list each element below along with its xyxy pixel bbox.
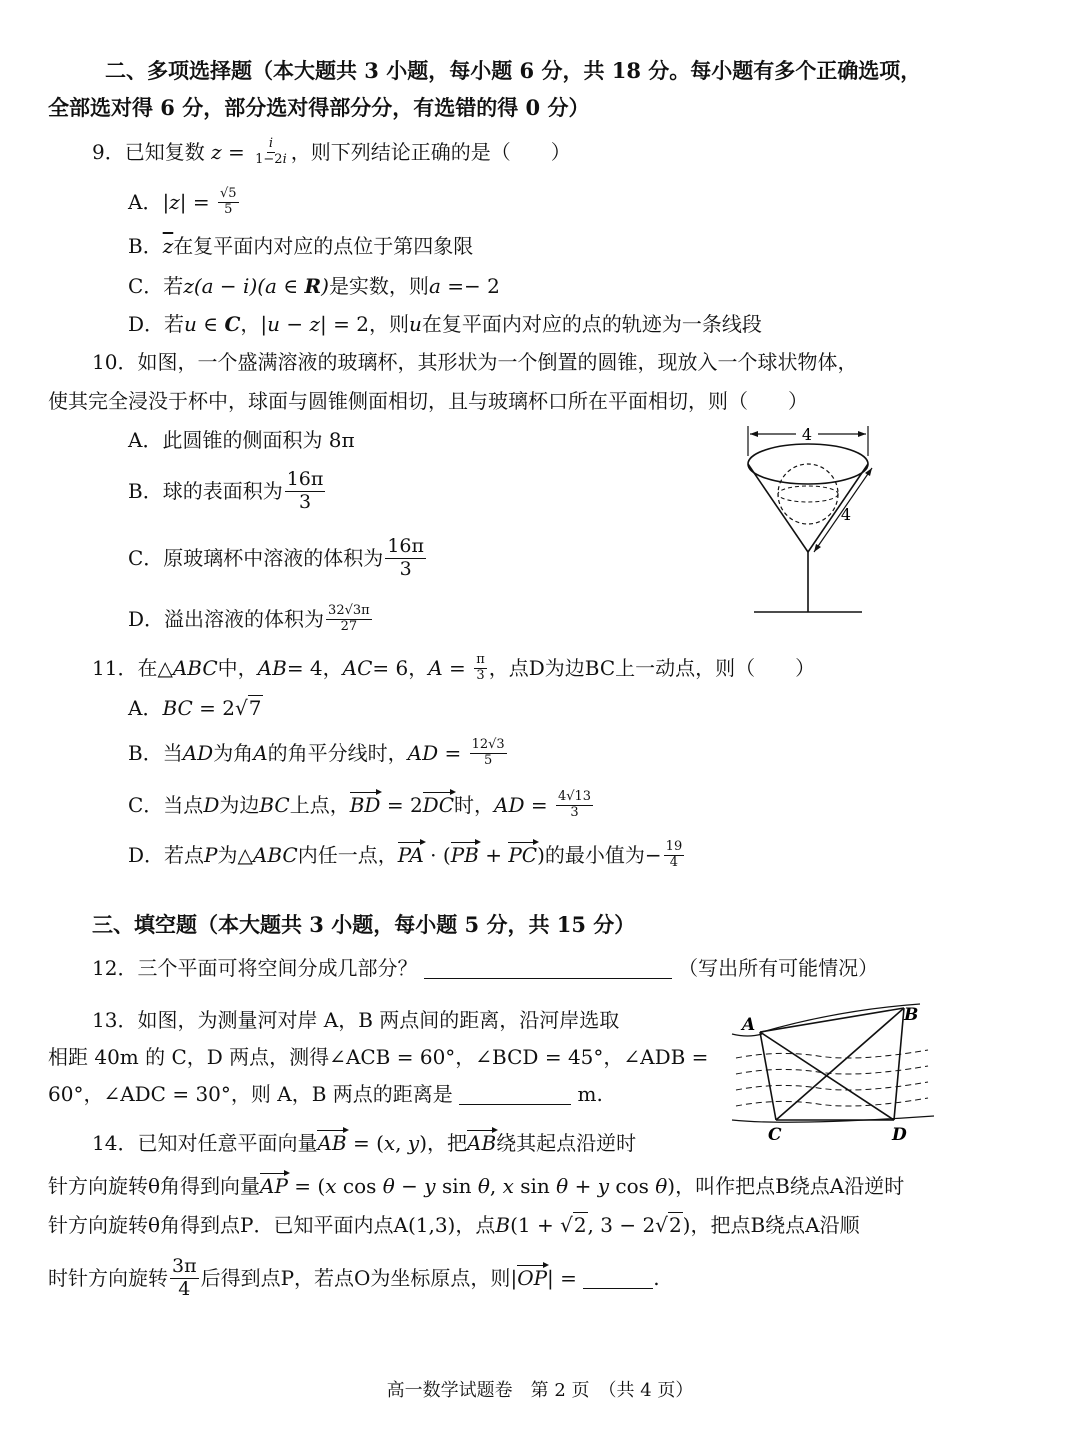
- q13-line3: 60°，∠ADC = 30°，则 A，B 两点的距离是: [48, 1082, 453, 1106]
- q9-option-d-label: D．若: [128, 312, 185, 336]
- q13-unit: m.: [577, 1082, 603, 1106]
- q11-stem-prefix: 11．在△: [92, 656, 173, 680]
- q12-answer-blank[interactable]: [424, 958, 672, 979]
- q13-fig-point-b: B: [904, 1005, 919, 1025]
- section3-header: 三、填空题（本大题共 3 小题，每小题 5 分，共 15 分）: [92, 912, 636, 937]
- q9-option-c-label: C．若: [128, 274, 184, 298]
- q14-line1: 14．已知对任意平面向量AB = (x, y)，把AB绕其起点沿逆时: [92, 1131, 637, 1155]
- q10-option-d-den: 27: [340, 618, 358, 634]
- q14-angle-fraction: [170, 1256, 199, 1301]
- q13-fig-point-a: A: [742, 1015, 756, 1035]
- q10-option-b-num: 16π: [286, 467, 324, 490]
- q12-stem: 12．三个平面可将空间分成几部分？: [92, 956, 418, 980]
- q13-line1: 13．如图，为测量河对岸 A，B 两点间的距离，沿河岸选取: [92, 1008, 620, 1032]
- q13-fig-point-d: D: [892, 1125, 907, 1145]
- q13-line2: 相距 40m 的 C，D 两点，测得∠ACB = 60°，∠BCD = 45°，∠ADB =: [48, 1045, 709, 1069]
- q10-option-a: A．此圆锥的侧面积为 8π: [128, 428, 355, 452]
- q14-line1-prefix: 14．已知对任意平面向量: [92, 1131, 318, 1155]
- sphere: [778, 464, 838, 524]
- q11-option-c-label: C．当点: [128, 793, 204, 817]
- q11-option-b-label: B．当: [128, 741, 183, 765]
- q11-option-b-den: 5: [484, 752, 493, 768]
- q9-option-b: B．$\overline{z}$在复平面内对应的点位于第四象限: [128, 234, 474, 258]
- q10-option-c-fraction: [385, 536, 426, 581]
- q10-stem-line1: 10．如图，一个盛满溶液的玻璃杯，其形状为一个倒置的圆锥，现放入一个球状物体，: [92, 350, 858, 374]
- q14-line4: 时针方向旋转 $\frac{3\pi}{4}$ 后得到点P，若点O为坐标原点，则 | OP | = .: [48, 1254, 660, 1300]
- q9-option-d: D．若u ∈ C，|u − z| = 2，则u在复平面内对应的点的轨迹为一条线段: [128, 312, 762, 336]
- q9-option-a: A． |z| = $\frac{√5}{5}$: [128, 185, 237, 217]
- q13-line3-wrap: [48, 1084, 603, 1105]
- q11-stem-suffix: ，点D为边BC上一动点，则（ ）: [488, 656, 816, 680]
- q14-line3-prefix: 针方向旋转θ角得到点P．已知平面内点A(1,3)，点: [48, 1213, 496, 1237]
- page-footer: 高一数学试题卷 第 2 页 （共 4 页）: [386, 1380, 694, 1401]
- q10-option-c-text: C．原玻璃杯中溶液的体积为: [128, 546, 384, 570]
- q14-angle-num: 3π: [172, 1254, 197, 1277]
- q11-option-c-mid2: 上点，: [289, 793, 350, 817]
- q11-stem-mid: 中，: [217, 656, 258, 680]
- q10-fig-side-label: 4: [840, 505, 852, 524]
- q10-option-b-fraction: [285, 469, 326, 514]
- q11-option-c-den: 3: [570, 804, 579, 820]
- q11-option-d-mid3: 的最小值为−: [544, 843, 662, 867]
- q9-option-b-label: B．: [128, 234, 163, 258]
- section2-header-line2: 全部选对得 6 分，部分选对得部分分，有选错的得 0 分）: [48, 95, 590, 120]
- q14-line4-mid: 后得到点P，若点O为坐标原点，则: [200, 1266, 511, 1290]
- q9-option-a-label: A．: [128, 190, 163, 214]
- q11-option-c-num: 4√13: [557, 788, 592, 804]
- q11-option-c-fraction: [556, 790, 593, 821]
- q10-option-d-text: D．溢出溶液的体积为: [128, 607, 325, 631]
- q9-option-c: C．若z(a − i)(a ∈ R)是实数，则a =− 2: [128, 274, 500, 298]
- q9-stem-prefix: 9．已知复数: [92, 140, 205, 164]
- q14-line1-suffix: 绕其起点沿逆时: [496, 1131, 637, 1155]
- q10-option-d: [128, 596, 374, 642]
- q14-angle-den: 4: [178, 1277, 191, 1300]
- q11-option-d-num: 19: [665, 838, 683, 854]
- q11-option-d: D．若点 P 为△ ABC 内任一点， PA · ( PB + PC ) 的最小值为− $\frac{19}{4}$: [128, 838, 683, 870]
- q10-option-b-den: 3: [298, 490, 312, 513]
- q14-answer-blank[interactable]: [583, 1268, 653, 1289]
- q14-line3: 针方向旋转θ角得到点P．已知平面内点A(1,3)，点B(1 + √2, 3 − 2√2)，把点B绕点A沿顺: [48, 1213, 860, 1237]
- q10-option-c-num: 16π: [387, 534, 424, 557]
- q11-angle-fraction: $\frac{\pi}{3}$: [476, 651, 485, 683]
- q11-option-a-label: A．: [128, 696, 163, 720]
- q10-cone-figure: [730, 418, 890, 623]
- q11-option-b-fraction: [470, 738, 507, 769]
- q11-option-d-den: 4: [669, 854, 679, 870]
- q14-line2: 针方向旋转θ角得到向量AP = (x cos θ − y sin θ, x sin θ + y cos θ)，叫作把点B绕点A沿逆时: [48, 1174, 905, 1198]
- q13-fig-point-c: C: [768, 1125, 782, 1145]
- q9-stem-suffix: ，则下列结论正确的是（ ）: [290, 140, 571, 164]
- q14-line1-mid: ，把: [427, 1131, 467, 1155]
- q11-option-b-num: 12√3: [471, 736, 505, 752]
- q14-line2-prefix: 针方向旋转θ角得到向量: [48, 1174, 261, 1198]
- q11-option-d-mid2: 内任一点，: [297, 843, 398, 867]
- q11-option-d-fraction: [664, 840, 685, 871]
- section2-header-line1: 二、多项选择题（本大题共 3 小题，每小题 6 分，共 18 分。每小题有多个正确选项，: [105, 58, 922, 83]
- q14-line4-prefix: 时针方向旋转: [48, 1266, 168, 1290]
- q9-z-fraction: $\frac{i}{1-2i}$: [255, 135, 287, 167]
- q10-option-c-den: 3: [399, 557, 412, 580]
- q10-option-b-text: B．球的表面积为: [128, 479, 283, 503]
- q11-option-b-mid2: 的角平分线时，: [267, 741, 408, 765]
- q9-option-a-fraction: $\frac{√5}{5}$: [219, 185, 237, 217]
- q11-option-d-mid: 为△: [217, 843, 253, 867]
- q13-answer-blank[interactable]: [459, 1084, 571, 1105]
- q11-option-b-mid: 为角: [213, 741, 254, 765]
- q12-note: （写出所有可能情况）: [678, 956, 879, 980]
- q9-option-c-mid: 是实数，则: [328, 274, 429, 298]
- q10-option-d-fraction: [326, 604, 372, 635]
- q9-option-d-text: 在复平面内对应的点的轨迹为一条线段: [421, 312, 762, 336]
- q14-line3-suffix: ，把点B绕点A沿顺: [690, 1213, 860, 1237]
- q11-option-a: A．BC = 2√7: [128, 696, 262, 720]
- q10-fig-top-label: 4: [801, 425, 813, 444]
- q14-line2-suffix: ，叫作把点B绕点A沿逆时: [675, 1174, 905, 1198]
- q11-option-b: B．当 AD 为角 A 的角平分线时， AD = $\frac{12√3}{5}$: [128, 736, 505, 768]
- q11-option-c-mid: 为边: [219, 793, 260, 817]
- q9-option-b-text: 在复平面内对应的点位于第四象限: [173, 234, 474, 258]
- q12-line: [92, 958, 878, 979]
- q10-option-b: [128, 463, 327, 519]
- q9-stem: 9．已知复数 z = $\frac{i}{1-2i}$ ，则下列结论正确的是（ ）: [92, 135, 571, 167]
- q10-stem-line2: 使其完全浸没于杯中，球面与圆锥侧面相切，且与玻璃杯口所在平面相切，则（ ）: [48, 389, 808, 413]
- q14-line4-end: .: [653, 1266, 660, 1290]
- q11-option-c: C．当点 D 为边 BC 上点， BD = 2 DC 时， AD = $\frac{4√13}{3}$: [128, 788, 592, 820]
- q11-option-c-mid3: 时，: [454, 793, 495, 817]
- q13-river-figure: [728, 998, 938, 1146]
- q11-option-d-label: D．若点: [128, 843, 205, 867]
- q11-stem: 11．在△ ABC 中， AB = 4， AC = 6， A = $\frac{\pi}{3}$ ，点D为边BC上一动点，则（ ）: [92, 651, 816, 683]
- q10-option-d-num: 32√3π: [328, 602, 370, 618]
- q10-option-c: [128, 530, 428, 586]
